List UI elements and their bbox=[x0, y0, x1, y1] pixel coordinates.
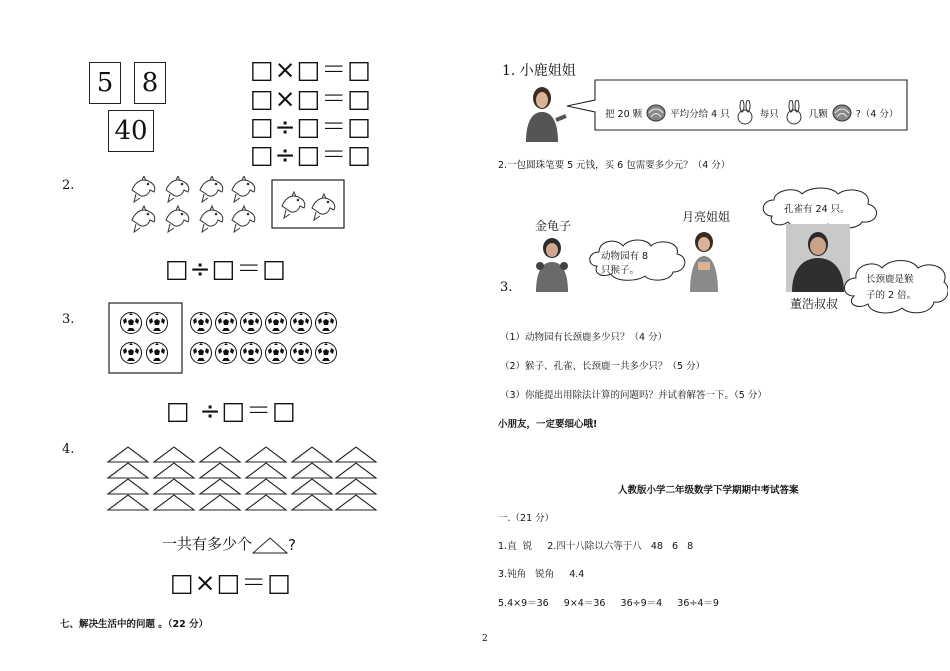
cloud-turtle-line-1: 动物园有 8 bbox=[601, 251, 649, 262]
q4-question-mark: ? bbox=[288, 536, 296, 554]
cloud-giraffe-text bbox=[866, 272, 916, 304]
name-turtle: 金龟子 bbox=[535, 219, 572, 233]
reminder-text: 小朋友，一定要细心哦! bbox=[498, 419, 598, 430]
cloud-turtle-line-2: 只猴子。 bbox=[601, 265, 640, 276]
q3-sub2: （2）猴子、孔雀、长颈鹿一共多少只？（5 分） bbox=[500, 361, 706, 372]
q1-text-3: 每只 bbox=[759, 109, 779, 120]
equation-row-4: □÷□＝□ bbox=[250, 140, 372, 169]
cloud-turtle-text bbox=[601, 250, 648, 278]
moon-sister-photo bbox=[686, 230, 722, 292]
answer-line-3: 3.钝角 锐角 4.4 bbox=[498, 569, 585, 580]
answer-line-2: 1.直 锐 2.四十八除以六等于八 48 6 8 bbox=[498, 541, 694, 552]
triangle-icon bbox=[252, 536, 288, 554]
q3-equation: □ ÷□＝□ bbox=[166, 396, 297, 425]
name-moon: 月亮姐姐 bbox=[682, 210, 731, 224]
q1-title: 1. 小鹿姐姐 bbox=[502, 63, 576, 79]
cloud-peacock-text: 孔雀有 24 只。 bbox=[784, 204, 850, 215]
equation-row-2: □×□＝□ bbox=[250, 84, 372, 113]
equation-row-3: □÷□＝□ bbox=[250, 112, 372, 141]
section7-heading: 七、解决生活中的问题 。（22 分） bbox=[60, 619, 209, 630]
number-card-8: 8 bbox=[134, 62, 166, 104]
q3-label-right: 3. bbox=[500, 280, 513, 295]
q3-sub3: （3）你能提出用除法计算的问题吗？并试着解答一下。（5 分） bbox=[500, 390, 767, 401]
turtle-photo bbox=[532, 236, 574, 292]
cabbage-icon bbox=[645, 102, 667, 124]
q2-equation: □÷□＝□ bbox=[165, 254, 287, 283]
q1-text-2: 平均分给 4 只 bbox=[670, 109, 730, 120]
page-number: 2 bbox=[482, 634, 488, 644]
q1-text-1: 把 20 颗 bbox=[605, 109, 643, 120]
q1-bubble-content bbox=[605, 100, 898, 126]
q4-label: 4. bbox=[62, 442, 75, 457]
number-card-40: 40 bbox=[108, 110, 154, 152]
dolphin-group bbox=[130, 176, 350, 244]
q4-question-text: 一共有多少个 bbox=[162, 535, 253, 553]
soccer-ball-group bbox=[108, 302, 344, 376]
answer-title: 人教版小学二年级数学下学期期中考试答案 bbox=[618, 485, 799, 496]
q3-sub1: （1）动物园有长颈鹿多少只？（4 分） bbox=[500, 332, 668, 343]
cloud-giraffe-line-2: 子的 2 倍。 bbox=[866, 290, 917, 301]
rabbit-icon bbox=[782, 100, 806, 126]
q4-question bbox=[162, 533, 296, 554]
answer-line-1: 一.（21 分） bbox=[498, 513, 555, 524]
q1-text-4: 几颗 bbox=[808, 109, 828, 120]
cabbage-icon bbox=[831, 102, 853, 124]
q1-text-5: ?（4 分） bbox=[855, 109, 899, 120]
number-card-5: 5 bbox=[89, 62, 121, 104]
cloud-giraffe-line-1: 长颈鹿是猴 bbox=[866, 274, 914, 285]
q3-label: 3. bbox=[62, 312, 75, 327]
rabbit-icon bbox=[733, 100, 757, 126]
q2-label: 2. bbox=[62, 178, 75, 193]
triangle-stacks bbox=[106, 446, 378, 514]
name-dong: 董浩叔叔 bbox=[790, 297, 839, 311]
deer-sister-photo bbox=[520, 82, 568, 142]
answer-line-4: 5.4×9＝36 9×4＝36 36÷9＝4 36÷4＝9 bbox=[498, 598, 719, 609]
q2-text: 2.一包圆珠笔要 5 元钱，买 6 包需要多少元？（4 分） bbox=[498, 160, 731, 171]
equation-row-1: □×□＝□ bbox=[250, 55, 372, 84]
q4-equation: □×□＝□ bbox=[170, 568, 292, 597]
